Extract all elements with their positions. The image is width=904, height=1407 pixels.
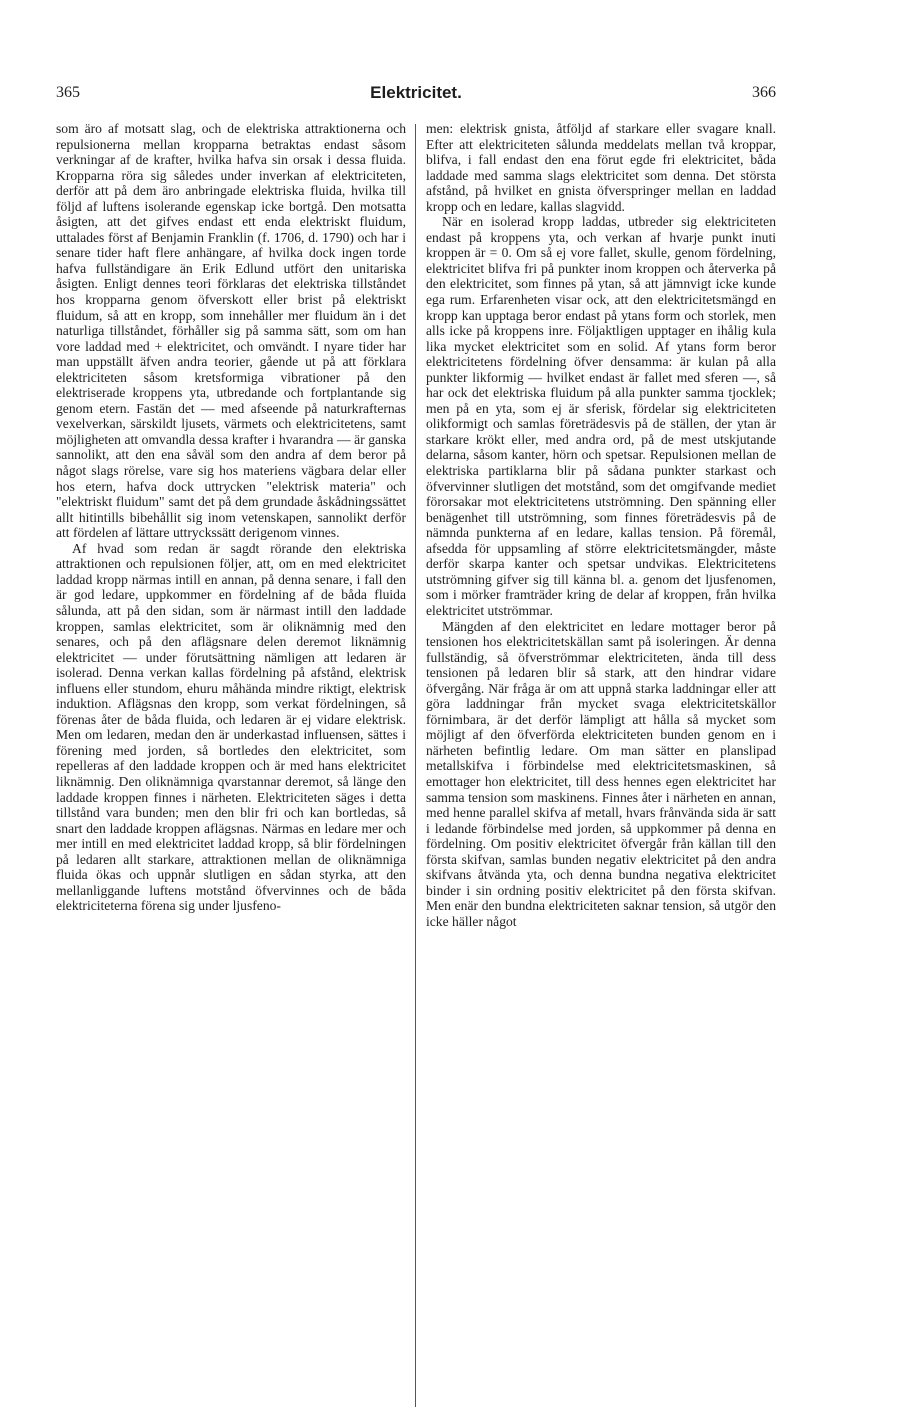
right-paragraph-2: När en isolerad kropp laddas, utbreder sig elektriciteten endast på kroppens yta, och verkan af hvarje punkt inuti kroppen är = 0. Om så ej vore fallet, skulle, genom fördelning, elektricitet blifva fri på punkter inom kroppen och återverka på den elektricitet, som finnes på ytan, så att jämnvigt icke kunde ega rum. Erfarenheten visar ock, att den elektricitetsmängd en kropp kan upptaga beror endast på ytans form och storlek, men alls icke på kroppens inre. Följaktligen upptager en ihålig kula lika mycket elektricitet som en solid. Af ytans form beror elektricitetens fördelning öfver densamma: är kulan på alla punkter likformig — hvilket endast är fallet med sferen —, så har ock det elektriska fluidum på alla punkter samma tjocklek; men på en yta, som ej är sferisk, fördelar sig elektriciteten olikformigt och samlas företrädesvis på de ställen, der ytan är starkare krökt eller, med andra ord, på de mest utskjutande delarna, såsom kanter, hörn och spetsar. Repulsionen mellan de elektriska partiklarna blir på sådana punkter starkast och öfvervinner slutligen det motstånd, som det omgifvande mediet förorsakar mot elektricitetens utströmning. Den spänning eller benägenhet till utströmning, som finnes företrädesvis på de nämnda punkterna af en ledare, kallas tension. På föremål, afsedda för uppsamling af större elektricitetsmängder, måste derför skarpa kanter och spetsar undvikas. Elektricitetens utströmning gifver sig till känna bl. a. genom det ljusfenomen, som i mörker framträder kring de delar af kroppen, från hvilka elektricitet utströmmar. (426, 214, 776, 618)
left-column (56, 121, 406, 914)
right-column (426, 121, 776, 929)
page-header (56, 84, 776, 108)
running-title: Elektricitet. (370, 83, 462, 102)
left-paragraph-1: som äro af motsatt slag, och de elektriska attraktionerna och repulsionerna mellan kropparna betraktas endast såsom verkningar af de krafter, hvilka hafva sin orsak i dessa fluida. Kropparna röra sig således under inverkan af elektriciteten, derför att på dem äro anbringade elektriska fluida, hvilka till följd af luftens isolerande egenskap icke bortgå. Den motsatta åsigten, att det gifves endast ett enda elektriskt fluidum, uttalades först af Benjamin Franklin (f. 1706, d. 1790) och har i senare tider haft flere anhängare, af hvilka dock ingen torde hafva fullständigare än Erik Edlund utfört den unitariska åsigten. Enligt dennes teori förklaras det elektriska tillståndet hos kropparna genom öfverskott eller brist på elektriskt fluidum, så att en kropp, som innehåller mer fluidum än i det naturliga tillståndet, förhåller sig på samma sätt, som om han vore laddad med + elektricitet, och omvändt. I nyare tider har man uppställt äfven andra teorier, gående ut på att förklara elektriciteten såsom kretsformiga vibrationer på den elektriserade kroppens yta, utbredande och fortplantande sig genom etern. Fastän det — med afseende på naturkrafternas vexelverkan, särskildt ljusets, värmets och elektricitetens, samt möjligheten att omvandla dessa krafter i hvarandra — är ganska sannolikt, att den ena såväl som den andra af dem beror på något slags rörelse, vare sig hos materiens vägbara delar eller hos etern, hafva dock uttrycken "elektrisk materia" och "elektriskt fluidum" samt det på dem grundade åskådningssättet allt hitintills bibehållit sig inom vetenskapen, sannolikt derför att fördelen af lättare uttryckssätt derigenom vinnes. (56, 121, 406, 541)
column-divider (415, 124, 416, 1407)
page-number-left: 365 (56, 84, 80, 101)
left-paragraph-2: Af hvad som redan är sagdt rörande den elektriska attraktionen och repulsionen följer, att, om en med elektricitet laddad kropp närmas intill en annan, på denna senare, i fall den är god ledare, uppkommer en fördelning af de båda fluida sålunda, att på den sidan, som är närmast intill den laddade kroppen, samlas elektricitet, som är oliknämnig med den senares, och på den aflägsnare delen deremot liknämnig elektricitet — under förutsättning nämligen att ledaren är isolerad. Denna verkan kallas fördelning på afstånd, elektrisk influens eller stundom, ehuru måhända mindre riktigt, elektrisk induktion. Aflägsnas den kropp, som verkat fördelningen, så förenas åter de båda fluida, och ledaren är ej vidare elektrisk. Men om ledaren, medan den är underkastad influensen, sättes i förening med jorden, så bortledes den elektricitet, som repelleras af den laddade kroppen och är med hans elektricitet liknämnig. Den oliknämniga qvarstannar deremot, så länge den laddade kroppen finnes i närheten. Elektriciteten säges i detta tillstånd vara bunden; men den blir fri och kan bortledas, så snart den laddade kroppen aflägsnas. Närmas en ledare mer och mer intill en med elektricitet laddad kropp, så blir fördelningen på ledaren allt starkare, attraktionen mellan de oliknämniga fluida ökas och uppnår slutligen en sådan styrka, att den mellanliggande luftens motstånd öfvervinnes och de båda elektriciteterna förena sig under ljusfeno- (56, 540, 406, 914)
right-paragraph-1: men: elektrisk gnista, åtföljd af starkare eller svagare knall. Efter att elektriciteten sålunda meddelats mellan två kroppar, blifva, i fall endast den ena förut egde fri elektricitet, båda laddade med samma slags elektricitet som denna. Det största afstånd, på hvilket en gnista öfverspringer mellan en laddad kropp och en ledare, kallas slagvidd. (426, 121, 776, 214)
right-paragraph-3: Mängden af den elektricitet en ledare mottager beror på tensionen hos elektricitetskällan samt på isoleringen. Är denna fullständig, så öfverströmmar elektriciteten, ända till dess tensionen på ledaren blir så stark, att den hindrar vidare öfvergång. När fråga är om att uppnå starka laddningar eller att göra laddningar från mycket svaga elektricitetskällor förnimbara, är det derför lämpligt att hålla så mycket som möjligt af den öfverförda elektriciteten bunden genom en i närheten befintlig ledare. Om man sätter en planslipad metallskifva i förbindelse med elektricitetsmaskinen, så emottager hon elektricitet, till dess hennes egen elektricitet har samma tension som maskinens. Finnes åter i närheten en annan, med henne parallel skifva af metall, hvars frånvända sida är satt i ledande förbindelse med jorden, så uppkommer på denna en fördelning. Om positiv elektricitet öfvergår från källan till den första skifvan, samlas bunden negativ elektricitet på den andra skifvans åtvända yta, och denna bundna negativa elektricitet binder i sin ordning positiv elektricitet på den första skifvan. Men enär den bundna elektriciteten saknar tension, så utgör den icke häller något (426, 618, 776, 929)
page-number-right: 366 (752, 84, 776, 101)
